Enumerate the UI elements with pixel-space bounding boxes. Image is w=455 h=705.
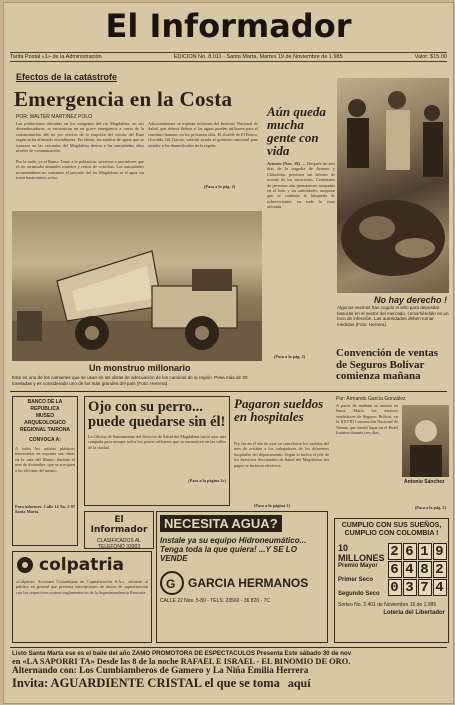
necesita-headline: NECESITA AGUA? <box>160 515 282 532</box>
colpatria-ad <box>12 551 152 643</box>
banco-subtitle: CONVOCA A: <box>29 437 61 443</box>
postal-note: Tarifa Postal «1» de la Administración <box>10 54 102 60</box>
bolivar-byline: Por: Armando García González <box>336 396 406 402</box>
lead-para2: Por la tarde, ya el Banco Tomo a la población, sirvieron a pescadores que el rio arrastraba animales muertos y restos de cosechas. Las autoridades recomendaron no consumir el pescado del río Magdalena ni el agua sin tratar hasta nuevo aviso. <box>16 158 144 181</box>
loteria-digit: 1 <box>418 543 432 560</box>
colpatria-brand: colpatria <box>39 555 125 575</box>
aid-continued: (Pasa a la pág. 2) <box>274 354 306 359</box>
colpatria-logo-icon <box>16 556 34 574</box>
loteria-ad <box>334 518 449 643</box>
loteria-numbers <box>388 543 447 597</box>
baile-line2: Alternando con: Los Cumbiamberos de Gamero y La Niña Emilia Herrera <box>12 666 309 676</box>
pagaron-headline: Pagaron sueldos en hospitales <box>234 396 324 424</box>
necesita-brand: GARCIA HERMANOS <box>188 576 309 590</box>
aid-headline: Aún queda mucha gente con vida <box>267 104 326 158</box>
bolivar-text: A partir de mañana se reúnen en Santa Marta los mejores vendedores de Seguros Bolívar, en la XXVIII Convención Nacional de Ventas, que tendrá lugar en el Hotel Irotama durante tres días. <box>336 403 398 436</box>
loteria-digit: 9 <box>433 543 447 560</box>
loteria-digit: 7 <box>418 579 432 596</box>
lead-body-col1 <box>16 121 144 207</box>
photo-caption-1: Este es uno de los camiones que se usan en las obras de adecuación de los caminos de la región. Pesa más de 30 toneladas y es considerado uno de los más grandes del país (Foto: Herrera). <box>12 375 248 386</box>
bolivar-headline: Convención de ventas de Seguros Bolívar comienza mañana <box>336 347 439 382</box>
banco-title: BANCO DE LA REPUBLICA MUSEO ARQUEOLOGICO REGIONAL TAIRONA <box>19 399 71 433</box>
ojo-text: La Oficina de Saneamiento del Servicio de Salud del Magdalena inició ayer una campaña para recoger todos los perros callejeros que se encuentren en las calles de la ciudad. <box>88 434 226 450</box>
portrait-icon <box>402 405 449 477</box>
banco-text: A todos los artistas plásticos interesados en exponer sus obras en la sala del Museo durante el mes de diciembre, que se acerquen a las oficinas del mismo. <box>15 446 75 473</box>
svg-text:G: G <box>166 577 176 591</box>
baile-tail: aquí <box>287 676 311 690</box>
loteria-digit: 4 <box>403 561 417 578</box>
clasificados-line1: CLASIFICADOS AL <box>97 538 141 544</box>
masthead-title: El Informador <box>105 7 352 45</box>
lead-body-col2 <box>148 121 258 193</box>
loteria-second: Segundo Seco <box>338 591 380 597</box>
lead-continued: (Pasa a la pág. 2) <box>204 184 236 189</box>
loteria-prize-sub: Premio Mayor <box>338 563 378 569</box>
section-rule <box>10 391 447 392</box>
necesita-address: CALLE 22 Nos. 5-80 - TELS: 23560 - 36 820 - 7C <box>160 598 270 604</box>
lead-para1: Las poblaciones ubicadas en los márgenes del río Magdalena, en sus desembocaduras, se encuentran en un grave emergencia a causa de la contaminación del río por efectos de la erupción del volcán del Ruiz según se ha afirmado oficialmente. En efecto, los análisis de aguas que se tomaron en las cercanías del Magdalena dieron a las autoridades altos niveles de contaminación. <box>16 121 144 154</box>
banco-footer: Para informes: Calle 14 No. 2-07 Santa Marta. <box>15 504 75 515</box>
lead-byline: POR: WALTER MARTINEZ POLO <box>16 114 93 120</box>
clasificados-title: El Informador <box>90 515 148 535</box>
bolivar-continued: (Pasa a la pág. 2) <box>414 505 446 510</box>
baile-line1b: en «LA SAPORRI TA» Desde las 8 de la noche RAFAEL E ISRAEL - EL BINOMIO DE ORO. <box>12 657 351 666</box>
crowd-illustration <box>337 78 449 293</box>
truck-photo <box>12 211 262 361</box>
newspaper-page <box>3 2 454 704</box>
loteria-digit: 6 <box>388 561 402 578</box>
loteria-digit: 0 <box>388 579 402 596</box>
necesita-agua-ad <box>156 511 328 643</box>
ojo-perro-box <box>84 396 230 506</box>
clasificados-line2: TELEFONO 33303 <box>97 544 141 550</box>
masthead-subline <box>10 52 447 62</box>
loteria-brand: Lotería del Libertador <box>383 610 445 616</box>
loteria-digit: 2 <box>433 561 447 578</box>
clasificados-box <box>84 511 154 549</box>
loteria-digit: 4 <box>433 579 447 596</box>
garcia-logo-icon <box>160 571 184 595</box>
pagaron-text: Por fin en el día de ayer se cancelaron los sueldos del mes de octubre a los trabajadores de los diferentes hospitales del departamento. Según lo indicó el jefe de los Servicios Seccionales de Salud del Magdalena, los pagos se hicieron efectivos. <box>234 441 329 468</box>
necesita-line1: Instale ya su equipo Hidroneumático... Tenga toda la que quiera! ...Y SE LO VENDE <box>160 536 307 563</box>
loteria-digit: 6 <box>403 543 417 560</box>
loteria-first: Primer Seco <box>338 577 374 583</box>
aid-text: Después de seis días de la tragedia de Armero y Chinchiná, persisten las labores de rescate de los socorristas. Centenares de personas aún permanecen atrapadas en el lodo y las autoridades aseguran que se continúa la búsqueda de sobrevivientes en toda la zona afectada. <box>267 161 335 210</box>
edition-date: EDICION No. 8.011 · Santa Marta, Martes 19 de Noviembre de 1.985 <box>173 54 343 60</box>
photo-caption-2: Algunos vecinos han cogido el sitio para depositar basuras en el sector del mercado, convirtiéndolo en un foco de infección. Las autoridades deben tomar medidas (Foto: Herrera). <box>337 305 449 327</box>
lead-kicker: Efectos de la catástrofe <box>16 72 118 82</box>
colpatria-text: «Colpatria, Sociedad Colombiana de Capitalización S.A.», advierte al público en general que presenta inscripciones de títulos de capitalización con los respectivos sorteos reglamentarios de la Superintendencia Bancaria. <box>16 579 148 595</box>
bolivar-portrait <box>402 405 449 477</box>
photo-caption-1-title: Un monstruo millonario <box>89 363 191 373</box>
banco-republica-box <box>12 396 78 546</box>
loteria-digit: 8 <box>418 561 432 578</box>
aid-body <box>267 161 335 351</box>
ojo-headline: Ojo con su perro... puede quedarse sin él! <box>88 399 226 430</box>
photo-caption-2-title: No hay derecho ! <box>374 295 448 305</box>
loteria-title: CUMPLIO CON SUS SUEÑOS, CUMPLIO CON COLOMBIA ! <box>341 522 442 537</box>
loteria-digit: 3 <box>403 579 417 596</box>
pagaron-continued: (Pasa a la página 2) <box>254 503 290 508</box>
baile-line3: Invita: AGUARDIENTE CRISTAL el que se toma <box>12 676 280 690</box>
loteria-digit: 2 <box>388 543 402 560</box>
loteria-draw: Sorteo No. 2.401 de Noviembre 16 de 1.985 <box>338 602 437 608</box>
bottom-rule <box>10 647 447 648</box>
loteria-prize: 10 MILLONES <box>338 543 385 563</box>
price: Valor: $15.00 <box>414 54 447 60</box>
lead-col2-text: Adicionalmente se esperan informes del Instituto Nacional de Salud, que deberá definir si las aguas pueden utilizarse para el consumo humano en los próximos días. El alcalde de El Banco, Oswaldo Gil García, solicitó ayuda al gobierno nacional para atender a los damnificados de la región. <box>148 121 258 148</box>
ojo-continued: (Pasa a la página 2c) <box>188 478 226 483</box>
aid-dateline: Armero (Nov. 18) — <box>267 161 306 166</box>
baile-ad <box>12 650 449 702</box>
lead-headline: Emergencia en la Costa <box>14 87 233 111</box>
dump-truck-icon <box>12 211 262 361</box>
baile-line1a: Listo Santa Marta ese es el baile del año ZAMO PROMOTORA DE ESPECTACULOS Presenta Este sábado 30 de nov <box>12 650 352 657</box>
market-photo <box>337 78 449 293</box>
bolivar-photo-label: Antonio Sánchez <box>404 479 445 485</box>
